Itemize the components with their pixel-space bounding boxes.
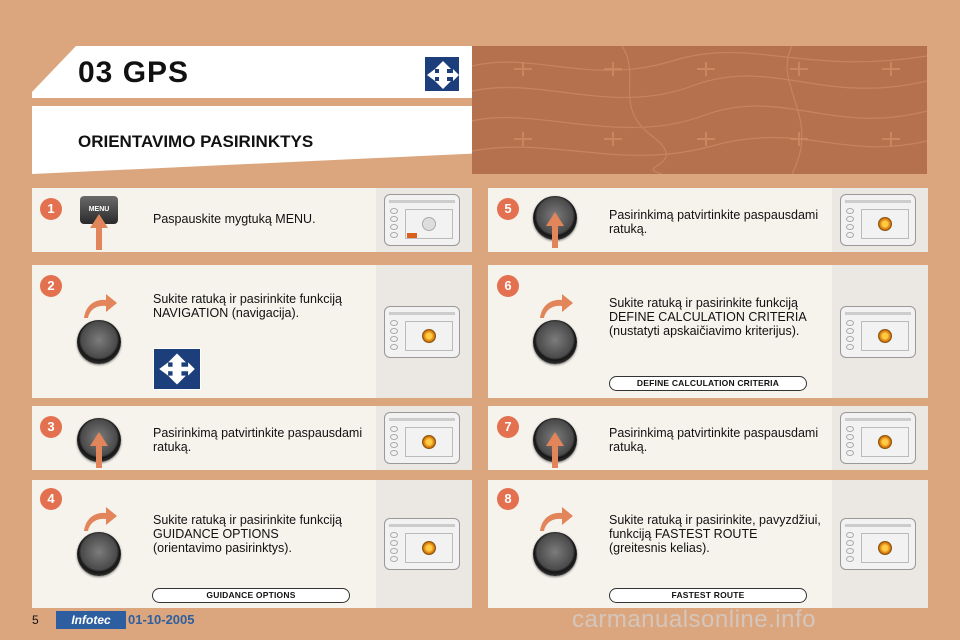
infotec-logo: Infotec	[56, 611, 126, 629]
radio-unit-illustration	[376, 188, 472, 252]
press-up-arrow-icon	[90, 432, 108, 473]
radio-unit-illustration	[832, 480, 928, 608]
rotary-knob-icon	[533, 320, 577, 364]
radio-unit-illustration	[376, 406, 472, 470]
press-up-arrow-icon	[546, 212, 564, 253]
step-instruction: Sukite ratuką ir pasirinkite funkciją GUIDANCE OPTIONS (orientavimo pasirinktys).	[153, 513, 342, 555]
step-number-badge: 8	[497, 488, 519, 510]
radio-unit-illustration	[832, 188, 928, 252]
gps-navigation-icon	[424, 56, 460, 92]
step-instruction: Pasirinkimą patvirtinkite paspausdami ratuką.	[153, 426, 363, 454]
navigation-icon	[153, 348, 201, 390]
step-number-badge: 1	[40, 198, 62, 220]
step-number-badge: 4	[40, 488, 62, 510]
step-instruction: Pasirinkimą patvirtinkite paspausdami ratuką.	[609, 208, 819, 236]
radio-unit-illustration	[376, 480, 472, 608]
press-up-arrow-icon	[546, 432, 564, 473]
step-number-badge: 5	[497, 198, 519, 220]
step-number-badge: 7	[497, 416, 519, 438]
radio-unit-illustration	[832, 265, 928, 398]
menu-option-label: GUIDANCE OPTIONS	[152, 588, 350, 603]
section-subtitle: ORIENTAVIMO PASIRINKTYS	[78, 132, 314, 151]
decorative-map-panel	[472, 46, 927, 174]
step-instruction: Sukite ratuką ir pasirinkite funkciją NAVIGATION (navigacija).	[153, 292, 342, 320]
step-number-badge: 2	[40, 275, 62, 297]
radio-unit-illustration	[832, 406, 928, 470]
menu-option-label: DEFINE CALCULATION CRITERIA	[609, 376, 807, 391]
press-up-arrow-icon	[90, 214, 108, 255]
menu-key-highlight	[407, 233, 417, 238]
step-instruction: Paspauskite mygtuką MENU.	[153, 212, 316, 226]
radio-unit-illustration	[376, 265, 472, 398]
rotary-knob-icon	[533, 532, 577, 576]
edition-date: 01-10-2005	[128, 612, 195, 627]
rotary-knob-icon	[77, 320, 121, 364]
step-instruction: Pasirinkimą patvirtinkite paspausdami ratuką.	[609, 426, 819, 454]
rotary-knob-icon	[77, 532, 121, 576]
page-title: 03 GPS	[78, 56, 190, 89]
step-number-badge: 3	[40, 416, 62, 438]
step-instruction: Sukite ratuką ir pasirinkite, pavyzdžiui, funkciją FASTEST ROUTE (greitesnis kelias).	[609, 513, 821, 555]
page-number: 5	[32, 613, 39, 627]
menu-option-label: FASTEST ROUTE	[609, 588, 807, 603]
step-instruction: Sukite ratuką ir pasirinkite funkciją DEFINE CALCULATION CRITERIA (nustatyti apskaičiavimo kriterijus).	[609, 296, 807, 338]
site-watermark: carmanualsonline.info	[572, 606, 816, 633]
step-number-badge: 6	[497, 275, 519, 297]
menu-key-icon: MENU	[80, 196, 118, 224]
